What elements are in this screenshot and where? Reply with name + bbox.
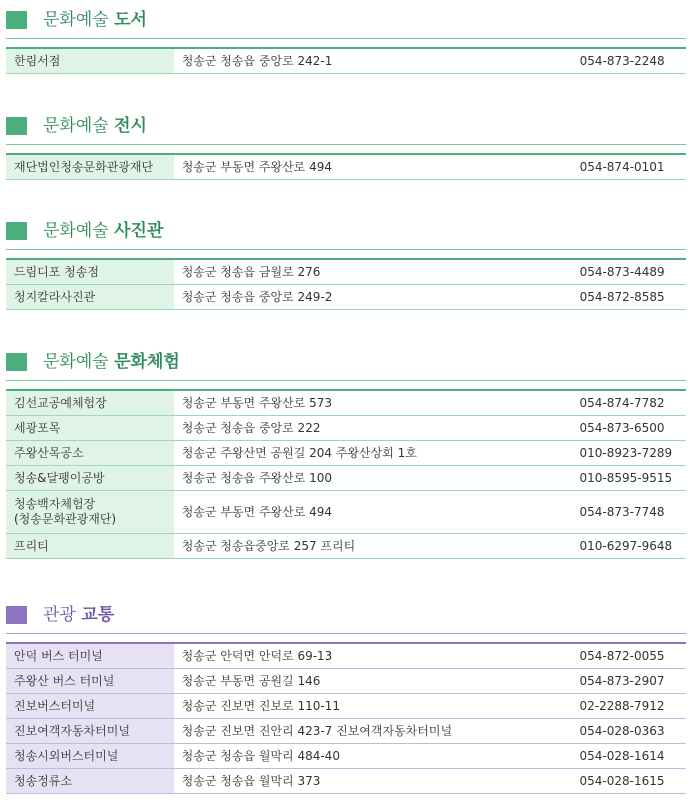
- place-name: 청송정류소: [6, 769, 174, 794]
- table-row: [6, 769, 686, 794]
- place-tel: 054-873-7748: [562, 491, 687, 534]
- place-address: 청송군 부동면 주왕산로 494: [174, 154, 562, 180]
- section-culture-experience: [6, 347, 686, 553]
- place-tel: 054-028-1615: [562, 769, 687, 794]
- place-tel: 054-028-0363: [562, 719, 687, 744]
- place-tel: 054-873-2907: [562, 669, 687, 694]
- place-name: 주왕산목공소: [6, 441, 174, 466]
- place-name: 안덕 버스 터미널: [6, 643, 174, 669]
- place-tel: 054-874-0101: [562, 154, 686, 180]
- place-name: 청송시외버스터미널: [6, 744, 174, 769]
- info-table: [6, 258, 686, 310]
- table-row: [6, 48, 686, 74]
- place-tel: 010-6297-9648: [562, 534, 687, 559]
- section-photo-studio: [6, 216, 686, 304]
- info-table: [6, 47, 686, 74]
- place-address: 청송군 청송읍 금월로 276: [174, 259, 562, 285]
- place-tel: 010-8595-9515: [562, 466, 687, 491]
- table-row: [6, 744, 686, 769]
- place-address: 청송군 안덕면 안덕로 69-13: [174, 643, 562, 669]
- table-row: [6, 416, 686, 441]
- place-address: 청송군 주왕산면 공원길 204 주왕산상회 1호: [174, 441, 562, 466]
- table-row: [6, 534, 686, 559]
- section-divider: [6, 144, 686, 145]
- place-address: 청송군 청송읍 중앙로 249-2: [174, 285, 562, 310]
- place-address: 청송군 청송읍중앙로 257 프리티: [174, 534, 562, 559]
- place-tel: 054-028-1614: [562, 744, 687, 769]
- place-address: 청송군 진보면 진보로 110-11: [174, 694, 562, 719]
- info-table: [6, 389, 686, 559]
- section-divider: [6, 380, 686, 381]
- place-tel: 054-873-2248: [562, 48, 686, 74]
- section-header: [6, 111, 686, 141]
- section-header: [6, 347, 686, 377]
- section-exhibition: [6, 111, 686, 174]
- section-marker: [6, 117, 27, 135]
- place-tel: 054-873-4489: [562, 259, 686, 285]
- section-header: [6, 5, 686, 35]
- section-divider: [6, 38, 686, 39]
- section-transport: [6, 600, 686, 788]
- place-address: 청송군 청송읍 월막리 484-40: [174, 744, 562, 769]
- place-address: 청송군 청송읍 중앙로 242-1: [174, 48, 562, 74]
- table-row: [6, 643, 686, 669]
- place-address: 청송군 청송읍 주왕산로 100: [174, 466, 562, 491]
- section-title: 문화예술 전시: [43, 116, 147, 136]
- place-name: 드림디포 청송점: [6, 259, 174, 285]
- place-name: 청지칼라사진관: [6, 285, 174, 310]
- table-row: [6, 669, 686, 694]
- place-address: 청송군 부동면 공원길 146: [174, 669, 562, 694]
- place-address: 청송군 청송읍 월막리 373: [174, 769, 562, 794]
- section-marker: [6, 222, 27, 240]
- section-books: [6, 5, 686, 68]
- place-tel: 054-872-0055: [562, 643, 687, 669]
- place-name: 김선교공예체험장: [6, 390, 174, 416]
- section-marker: [6, 11, 27, 29]
- place-name: 진보버스터미널: [6, 694, 174, 719]
- section-divider: [6, 249, 686, 250]
- place-tel: 054-874-7782: [562, 390, 687, 416]
- place-address: 청송군 부동면 주왕산로 494: [174, 491, 562, 534]
- table-row: [6, 390, 686, 416]
- table-row: [6, 154, 686, 180]
- place-name: 진보여객자동차터미널: [6, 719, 174, 744]
- table-row: [6, 441, 686, 466]
- place-name: 재단법인청송문화관광재단: [6, 154, 174, 180]
- place-tel: 02-2288-7912: [562, 694, 687, 719]
- section-title: 문화예술 사진관: [43, 221, 164, 241]
- section-header: [6, 600, 686, 630]
- section-title: 문화예술 도서: [43, 10, 147, 30]
- place-name: 프리티: [6, 534, 174, 559]
- place-name: 청송&달팽이공방: [6, 466, 174, 491]
- place-name: 한림서점: [6, 48, 174, 74]
- place-name: 세광포목: [6, 416, 174, 441]
- section-header: [6, 216, 686, 246]
- section-marker: [6, 606, 27, 624]
- section-divider: [6, 633, 686, 634]
- place-address: 청송군 청송읍 중앙로 222: [174, 416, 562, 441]
- table-row: [6, 285, 686, 310]
- table-row: [6, 466, 686, 491]
- place-tel: 054-873-6500: [562, 416, 687, 441]
- place-tel: 010-8923-7289: [562, 441, 687, 466]
- section-title: 관광 교통: [43, 605, 115, 625]
- table-row: [6, 259, 686, 285]
- info-table: [6, 153, 686, 180]
- place-address: 청송군 진보면 진안리 423-7 진보여객자동차터미널: [174, 719, 562, 744]
- place-address: 청송군 부동면 주왕산로 573: [174, 390, 562, 416]
- table-row: [6, 694, 686, 719]
- section-marker: [6, 353, 27, 371]
- table-row: [6, 719, 686, 744]
- section-title: 문화예술 문화체험: [43, 352, 180, 372]
- place-name: 주왕산 버스 터미널: [6, 669, 174, 694]
- info-table: [6, 642, 686, 794]
- place-name: 청송백자체험장 (청송문화관광재단): [6, 491, 174, 534]
- table-row: [6, 491, 686, 534]
- place-tel: 054-872-8585: [562, 285, 686, 310]
